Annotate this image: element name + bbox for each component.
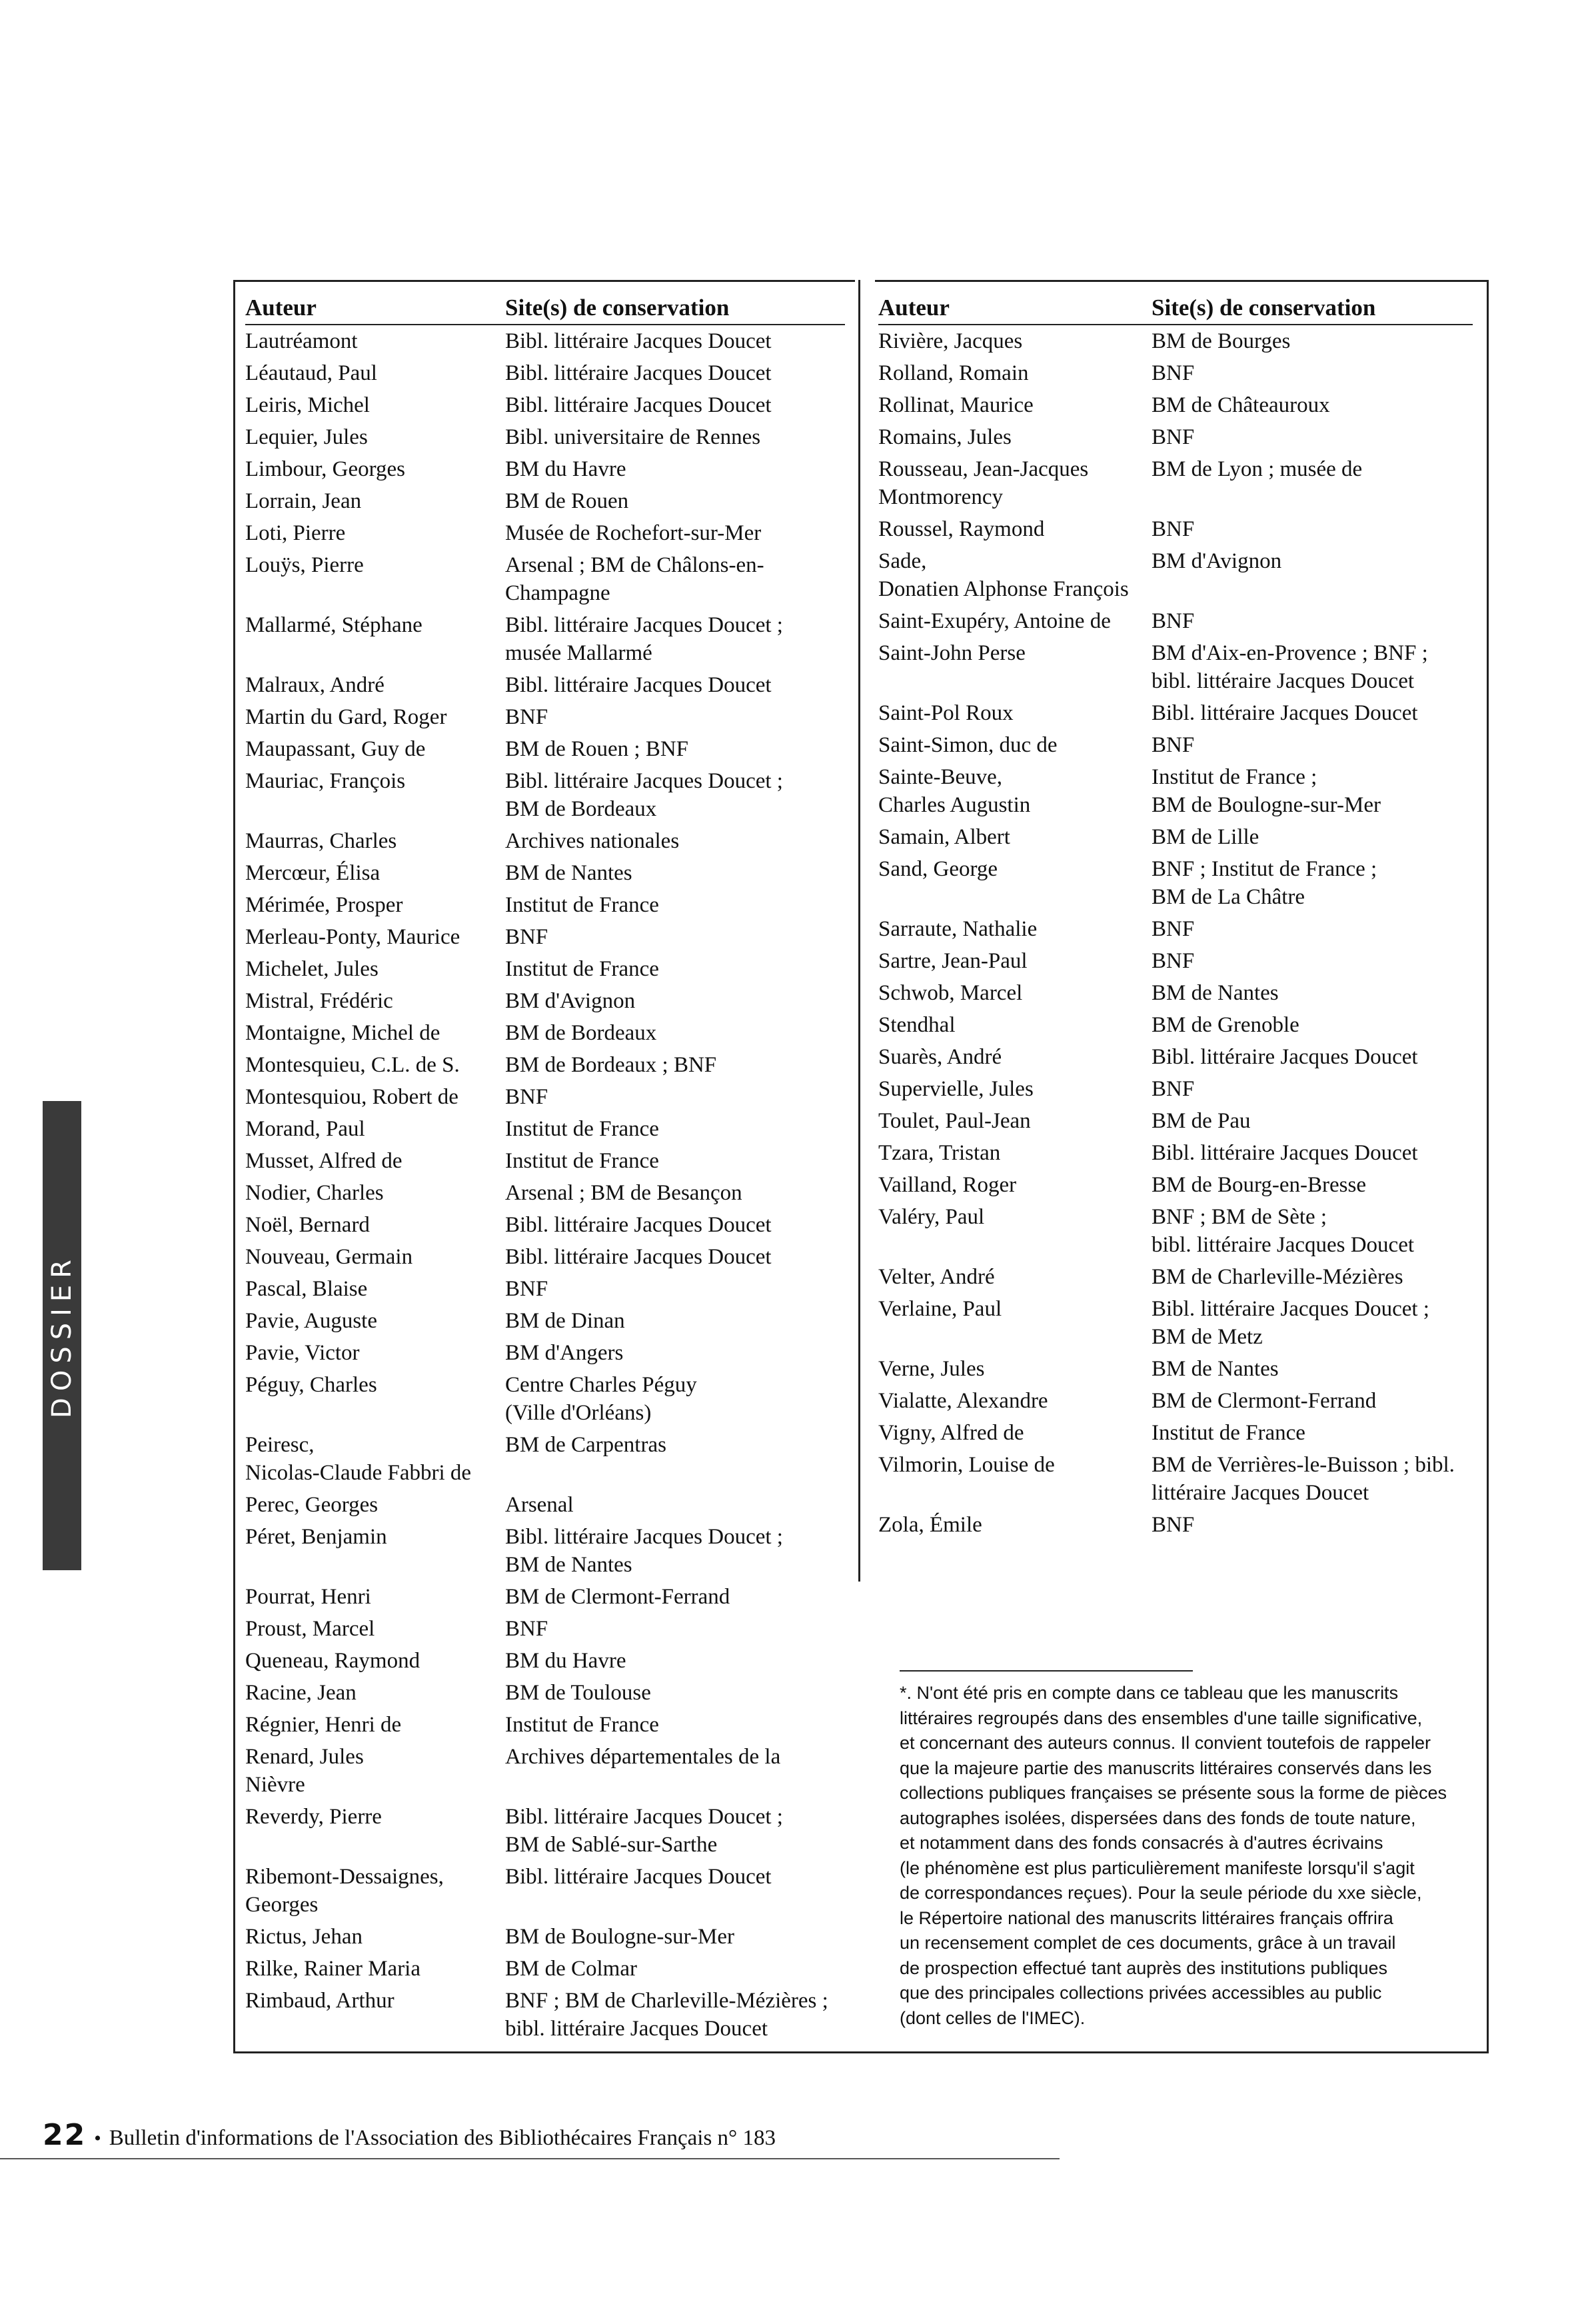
table-row <box>878 823 1473 851</box>
author-cell: Mallarmé, Stéphane <box>245 613 422 637</box>
sites-cell: BM du Havre <box>505 1649 626 1673</box>
sites-cell: BNF <box>505 1617 548 1641</box>
author-cell: Mérimée, Prosper <box>245 893 403 917</box>
table-row <box>878 763 1473 819</box>
table-row <box>878 1419 1473 1447</box>
author-cell: Zola, Émile <box>878 1513 982 1537</box>
author-cell: Merleau-Ponty, Maurice <box>245 925 460 949</box>
table-row <box>245 1863 845 1919</box>
author-cell: Mistral, Frédéric <box>245 989 393 1013</box>
page-footer <box>43 2118 776 2152</box>
sites-cell: Bibl. littéraire Jacques Doucet <box>505 1865 772 1889</box>
table-row <box>878 1043 1473 1071</box>
sites-cell: BNF <box>505 705 548 729</box>
sites-cell: BM d'Angers <box>505 1341 624 1365</box>
left-rows <box>245 327 845 2043</box>
side-tab-label-wrap <box>43 1101 81 1570</box>
table-row <box>878 855 1473 911</box>
sites-cell: BNF <box>1152 517 1195 541</box>
sites-cell: BM de Lyon ; musée de <box>1152 457 1363 481</box>
table-row <box>878 1511 1473 1539</box>
sites-cell: BM de Verrières-le-Buisson ; bibl. littéraire Jacques Doucet <box>1152 1453 1455 1505</box>
footnote-rule <box>900 1670 1193 1672</box>
author-cell: Montesquiou, Robert de <box>245 1085 458 1109</box>
table-row <box>245 1647 845 1675</box>
header-author: Auteur <box>245 295 317 321</box>
author-cell: Queneau, Raymond <box>245 1649 420 1673</box>
sites-cell: Bibl. littéraire Jacques Doucet <box>505 329 772 353</box>
table-row <box>878 1355 1473 1383</box>
sites-cell: Institut de France <box>505 957 659 981</box>
author-cell: Vilmorin, Louise de <box>878 1453 1055 1477</box>
sites-cell: BM de Clermont-Ferrand <box>1152 1389 1377 1413</box>
table-row <box>245 1051 845 1079</box>
sites-cell: BM de Charleville-Mézières <box>1152 1265 1403 1289</box>
table-row <box>245 519 845 547</box>
sites-cell: BM de Pau <box>1152 1109 1251 1133</box>
table-row <box>878 915 1473 943</box>
table-row <box>245 923 845 951</box>
author-cell: Léautaud, Paul <box>245 361 377 385</box>
table-row <box>878 391 1473 419</box>
table-row <box>245 1955 845 1983</box>
sites-cell: BNF <box>1152 949 1195 973</box>
author-cell: Samain, Albert <box>878 825 1010 849</box>
table-row <box>245 703 845 731</box>
sites-cell: Bibl. universitaire de Rennes <box>505 425 761 449</box>
author-cell: Pourrat, Henri <box>245 1585 371 1609</box>
author-cell: Renard, Jules Nièvre <box>245 1745 364 1797</box>
author-cell: Saint-Pol Roux <box>878 701 1014 725</box>
sites-cell: BM de Clermont-Ferrand <box>505 1585 730 1609</box>
table-row <box>245 551 845 607</box>
author-cell: Verlaine, Paul <box>878 1297 1002 1321</box>
author-cell: Rilke, Rainer Maria <box>245 1957 421 1981</box>
table-row <box>878 1263 1473 1291</box>
table-row <box>878 455 1473 511</box>
author-cell: Rousseau, Jean-Jacques Montmorency <box>878 457 1089 509</box>
author-cell: Pavie, Auguste <box>245 1309 377 1333</box>
table-row <box>878 1107 1473 1135</box>
table-row <box>245 1923 845 1951</box>
sites-cell: BM de Toulouse <box>505 1681 651 1705</box>
header-author: Auteur <box>878 295 950 321</box>
table-row <box>245 1431 845 1487</box>
author-cell: Loti, Pierre <box>245 521 346 545</box>
sites-cell: Bibl. littéraire Jacques Doucet <box>1152 701 1418 725</box>
sites-cell: Archives départementales de la <box>505 1745 781 1769</box>
author-cell: Saint-John Perse <box>878 641 1026 665</box>
author-cell: Mauriac, François <box>245 769 406 793</box>
footer-bullet: • <box>94 2127 101 2149</box>
author-cell: Verne, Jules <box>878 1357 985 1381</box>
table-row <box>245 455 845 483</box>
sites-cell: BNF <box>1152 1513 1195 1537</box>
table-row <box>878 1011 1473 1039</box>
table-row <box>878 1295 1473 1351</box>
author-cell: Saint-Exupéry, Antoine de <box>878 609 1111 633</box>
sites-cell: BM de Bordeaux ; BNF <box>505 1053 717 1077</box>
author-cell: Sarraute, Nathalie <box>878 917 1038 941</box>
sites-cell: Bibl. littéraire Jacques Doucet ; musée Mallarmé <box>505 613 783 665</box>
table-row <box>878 947 1473 975</box>
author-cell: Rictus, Jehan <box>245 1925 363 1949</box>
author-cell: Rollinat, Maurice <box>878 393 1034 417</box>
table-row <box>245 391 845 419</box>
table-row <box>245 487 845 515</box>
sites-cell: BM de Nantes <box>1152 1357 1279 1381</box>
sites-cell: BNF <box>505 925 548 949</box>
author-cell: Lequier, Jules <box>245 425 368 449</box>
author-cell: Racine, Jean <box>245 1681 357 1705</box>
sites-cell: Institut de France <box>505 1149 659 1173</box>
sites-cell: Bibl. littéraire Jacques Doucet ; BM de Metz <box>1152 1297 1429 1349</box>
sites-cell: Arsenal <box>505 1493 574 1517</box>
sites-cell: Bibl. littéraire Jacques Doucet <box>505 673 772 697</box>
author-cell: Montesquieu, C.L. de S. <box>245 1053 460 1077</box>
table-row <box>245 1491 845 1519</box>
author-cell: Supervielle, Jules <box>878 1077 1034 1101</box>
table-row <box>245 827 845 855</box>
table-row <box>245 1147 845 1175</box>
table-row <box>245 1803 845 1859</box>
sites-cell: Bibl. littéraire Jacques Doucet <box>505 393 772 417</box>
sites-cell: Musée de Rochefort-sur-Mer <box>505 521 762 545</box>
sites-cell: Institut de France <box>1152 1421 1305 1445</box>
table-row <box>878 423 1473 451</box>
table-row <box>878 1171 1473 1199</box>
author-cell: Montaigne, Michel de <box>245 1021 440 1045</box>
table-row <box>245 1115 845 1143</box>
sites-cell: BNF ; BM de Sète ; bibl. littéraire Jacques Doucet <box>1152 1205 1415 1257</box>
author-cell: Valéry, Paul <box>878 1205 985 1229</box>
sites-cell: Institut de France <box>505 1713 659 1737</box>
author-cell: Saint-Simon, duc de <box>878 733 1058 757</box>
sites-cell: BM du Havre <box>505 457 626 481</box>
table-row <box>245 891 845 919</box>
table-row <box>878 979 1473 1007</box>
table-row <box>878 639 1473 695</box>
table-row <box>245 1307 845 1335</box>
author-cell: Proust, Marcel <box>245 1617 375 1641</box>
author-cell: Louÿs, Pierre <box>245 553 364 577</box>
author-cell: Lorrain, Jean <box>245 489 362 513</box>
table-row <box>245 327 845 355</box>
author-cell: Suarès, André <box>878 1045 1002 1069</box>
sites-cell: Bibl. littéraire Jacques Doucet <box>505 1213 772 1237</box>
table-row <box>245 1615 845 1643</box>
author-cell: Reverdy, Pierre <box>245 1805 382 1829</box>
table-right-column <box>878 293 1473 1543</box>
table-row <box>245 611 845 667</box>
sites-cell: BNF <box>1152 609 1195 633</box>
table-row <box>245 1275 845 1303</box>
sites-cell: BM de Bourg-en-Bresse <box>1152 1173 1367 1197</box>
author-cell: Mercœur, Élisa <box>245 861 381 885</box>
sites-cell: BM de Nantes <box>1152 981 1279 1005</box>
sites-cell: BNF <box>1152 1077 1195 1101</box>
table-row <box>245 1711 845 1739</box>
sites-cell: BM de Lille <box>1152 825 1259 849</box>
table-row <box>245 735 845 763</box>
author-cell: Peiresc, Nicolas-Claude Fabbri de <box>245 1433 472 1485</box>
author-cell: Régnier, Henri de <box>245 1713 402 1737</box>
sites-cell: BM de Colmar <box>505 1957 637 1981</box>
side-tab-label: DOSSIER <box>47 1253 77 1418</box>
table-header <box>245 293 845 325</box>
right-rows <box>878 327 1473 1539</box>
author-cell: Vigny, Alfred de <box>878 1421 1024 1445</box>
sites-cell: BNF ; Institut de France ; BM de La Châtre <box>1152 857 1377 909</box>
table-row <box>245 423 845 451</box>
footer-text: Bulletin d'informations de l'Association des Bibliothécaires Français n° 183 <box>109 2126 776 2150</box>
sites-cell: Bibl. littéraire Jacques Doucet ; BM de Sablé-sur-Sarthe <box>505 1805 783 1857</box>
sites-cell: BM de Bourges <box>1152 329 1291 353</box>
sites-cell: BNF <box>1152 733 1195 757</box>
author-cell: Sand, George <box>878 857 998 881</box>
sites-cell: Bibl. littéraire Jacques Doucet ; BM de Nantes <box>505 1525 783 1577</box>
sites-cell: Archives nationales <box>505 829 680 853</box>
author-cell: Rivière, Jacques <box>878 329 1023 353</box>
sites-cell: BM de Dinan <box>505 1309 625 1333</box>
sites-cell: Institut de France ; BM de Boulogne-sur-Mer <box>1152 765 1381 817</box>
table-row <box>245 1679 845 1707</box>
footer-rule <box>0 2158 1060 2159</box>
table-row <box>878 1139 1473 1167</box>
sites-cell: BM d'Avignon <box>1152 549 1282 573</box>
sites-cell: BM de Châteauroux <box>1152 393 1330 417</box>
table-row <box>245 987 845 1015</box>
author-cell: Ribemont-Dessaignes, Georges <box>245 1865 444 1917</box>
author-cell: Morand, Paul <box>245 1117 365 1141</box>
author-cell: Stendhal <box>878 1013 956 1037</box>
sites-cell: Centre Charles Péguy (Ville d'Orléans) <box>505 1373 697 1425</box>
author-cell: Roussel, Raymond <box>878 517 1045 541</box>
sites-cell: BM de Rouen <box>505 489 629 513</box>
sites-cell: Arsenal ; BM de Châlons-en- Champagne <box>505 553 764 605</box>
author-cell: Martin du Gard, Roger <box>245 705 447 729</box>
author-cell: Sainte-Beuve, Charles Augustin <box>878 765 1031 817</box>
column-divider <box>858 280 860 1582</box>
author-cell: Maupassant, Guy de <box>245 737 426 761</box>
table-row <box>878 1203 1473 1259</box>
table-row <box>878 515 1473 543</box>
table-header <box>878 293 1473 325</box>
table-row <box>245 1243 845 1271</box>
author-cell: Tzara, Tristan <box>878 1141 1001 1165</box>
table-row <box>878 1387 1473 1415</box>
author-cell: Maurras, Charles <box>245 829 397 853</box>
page-number: 22 <box>43 2118 87 2152</box>
sites-cell: Arsenal ; BM de Besançon <box>505 1181 742 1205</box>
table-row <box>878 607 1473 635</box>
sites-cell: BNF <box>1152 425 1195 449</box>
table-row <box>878 699 1473 727</box>
author-cell: Nodier, Charles <box>245 1181 384 1205</box>
sites-cell: BM de Grenoble <box>1152 1013 1299 1037</box>
sites-cell: Institut de France <box>505 893 659 917</box>
author-cell: Pascal, Blaise <box>245 1277 368 1301</box>
sites-cell: BNF <box>1152 917 1195 941</box>
table-row <box>245 1743 845 1799</box>
table-row <box>245 359 845 387</box>
table-row <box>245 1083 845 1111</box>
author-cell: Velter, André <box>878 1265 995 1289</box>
sites-cell: BM de Rouen ; BNF <box>505 737 689 761</box>
sites-cell: BM de Carpentras <box>505 1433 666 1457</box>
sites-cell: Bibl. littéraire Jacques Doucet <box>1152 1045 1418 1069</box>
author-cell: Romains, Jules <box>878 425 1012 449</box>
author-cell: Malraux, André <box>245 673 385 697</box>
table-row <box>878 327 1473 355</box>
table-row <box>245 1179 845 1207</box>
sites-cell: BNF <box>505 1085 548 1109</box>
author-cell: Musset, Alfred de <box>245 1149 402 1173</box>
table-row <box>245 767 845 823</box>
sites-cell: BNF <box>505 1277 548 1301</box>
sites-cell: BM de Boulogne-sur-Mer <box>505 1925 734 1949</box>
sites-cell: BM de Bordeaux <box>505 1021 657 1045</box>
author-cell: Schwob, Marcel <box>878 981 1023 1005</box>
author-cell: Nouveau, Germain <box>245 1245 413 1269</box>
table-row <box>245 1339 845 1367</box>
sites-cell: Institut de France <box>505 1117 659 1141</box>
table-left-column <box>245 293 845 2047</box>
sites-cell: BNF <box>1152 361 1195 385</box>
table-row <box>245 1371 845 1427</box>
sites-cell: Bibl. littéraire Jacques Doucet <box>1152 1141 1418 1165</box>
table-row <box>245 859 845 887</box>
author-cell: Sade, Donatien Alphonse François <box>878 549 1129 601</box>
author-cell: Péret, Benjamin <box>245 1525 387 1549</box>
sites-cell: Bibl. littéraire Jacques Doucet <box>505 361 772 385</box>
table-row <box>245 1019 845 1047</box>
sites-cell: BM d'Aix-en-Provence ; BNF ; bibl. littéraire Jacques Doucet <box>1152 641 1428 693</box>
table-row <box>245 1987 845 2043</box>
sites-cell: BM d'Avignon <box>505 989 636 1013</box>
author-cell: Pavie, Victor <box>245 1341 360 1365</box>
author-cell: Limbour, Georges <box>245 457 406 481</box>
author-cell: Lautréamont <box>245 329 358 353</box>
author-cell: Leiris, Michel <box>245 393 370 417</box>
table-row <box>245 1211 845 1239</box>
author-cell: Noël, Bernard <box>245 1213 370 1237</box>
table-row <box>878 1075 1473 1103</box>
author-cell: Sartre, Jean-Paul <box>878 949 1028 973</box>
author-cell: Michelet, Jules <box>245 957 379 981</box>
author-cell: Vialatte, Alexandre <box>878 1389 1048 1413</box>
author-cell: Péguy, Charles <box>245 1373 377 1397</box>
table-row <box>245 1523 845 1579</box>
table-row <box>245 671 845 699</box>
author-cell: Perec, Georges <box>245 1493 379 1517</box>
sites-cell: BNF ; BM de Charleville-Mézières ; bibl. littéraire Jacques Doucet <box>505 1989 828 2041</box>
author-cell: Toulet, Paul-Jean <box>878 1109 1031 1133</box>
header-sites: Site(s) de conservation <box>505 295 730 321</box>
table-row <box>878 359 1473 387</box>
author-cell: Rolland, Romain <box>878 361 1029 385</box>
sites-cell: Bibl. littéraire Jacques Doucet ; BM de Bordeaux <box>505 769 783 821</box>
table-row <box>878 547 1473 603</box>
table-row <box>878 731 1473 759</box>
author-cell: Rimbaud, Arthur <box>245 1989 395 2013</box>
author-cell: Vailland, Roger <box>878 1173 1017 1197</box>
header-sites: Site(s) de conservation <box>1152 295 1376 321</box>
sites-cell: BM de Nantes <box>505 861 632 885</box>
footnote: *. N'ont été pris en compte dans ce tableau que les manuscrits littéraires regroupés dans des ensembles d'une taille significative, et concernant des auteurs connus. Il convient toutefois de rappeler que la majeure partie des manuscrits littéraires conservés dans les collections publiques françaises se présente sous la forme de pièces autographes isolées, dispersées dans des fonds de toute nature, et notamment dans des fonds consacrés à d'autres écrivains (le phénomène est plus particulièrement manifeste lorsqu'il s'agit de correspondances reçues). Pour la seule période du xxe siècle, le Répertoire national des manuscrits littéraires français offrira un recensement complet de ces documents, grâce à un travail de prospection effectué tant auprès des institutions publiques que des principales collections privées accessibles au public (dont celles de l'IMEC). <box>900 1683 1447 2028</box>
table-row <box>878 1451 1473 1507</box>
table-row <box>245 1583 845 1611</box>
table-row <box>245 955 845 983</box>
sites-cell: Bibl. littéraire Jacques Doucet <box>505 1245 772 1269</box>
